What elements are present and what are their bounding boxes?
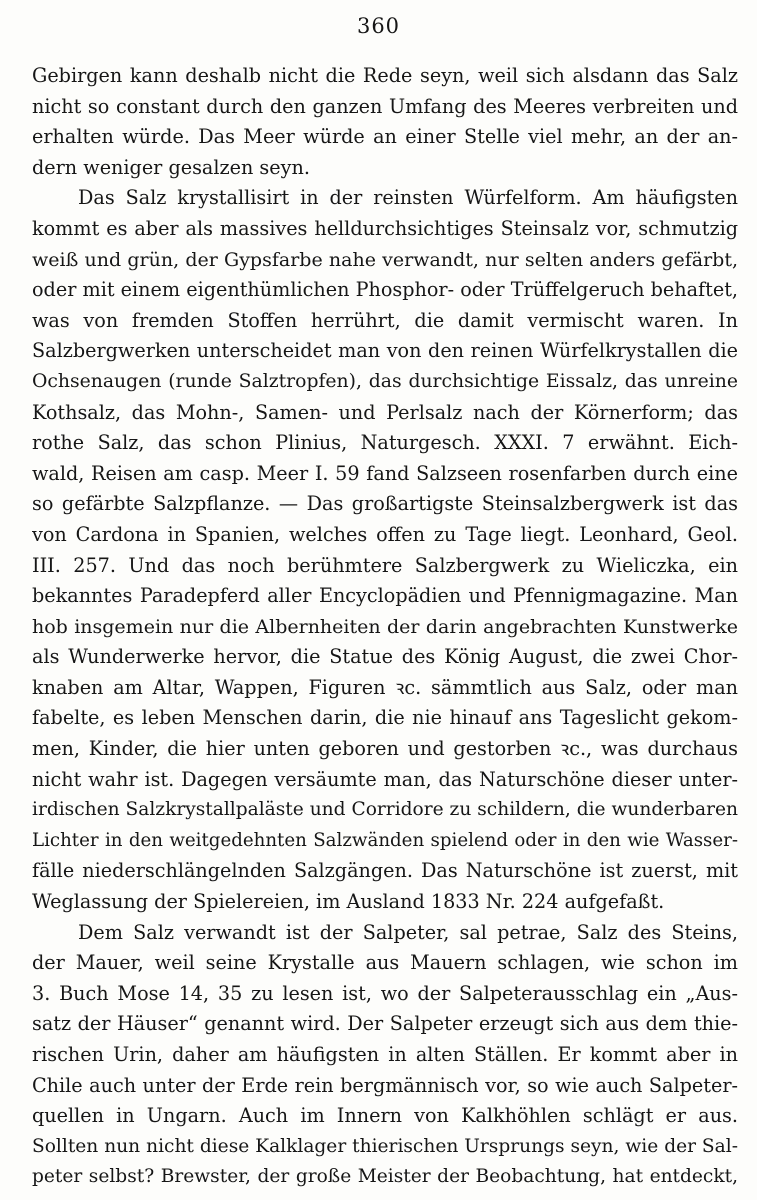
text-line: quellen in Ungarn. Auch im Innern von Kalkhöhlen schlägt er aus.: [32, 1104, 738, 1128]
text-line: kommt es aber als massives helldurchsichtiges Steinsalz vor, schmutzig: [32, 216, 738, 240]
text-line: hob insgemein nur die Albernheiten der darin angebrachten Kunstwerke: [32, 615, 738, 638]
text-line: rothe Salz, das schon Plinius, Naturgesch. XXXI. 7 erwähnt. Eich-: [32, 431, 738, 455]
text-line: als Wunderwerke hervor, die Statue des König August, die zwei Chor-: [32, 645, 738, 669]
text-line: dern weniger gesalzen seyn.: [32, 155, 310, 179]
text-line: wald, Reisen am casp. Meer I. 59 fand Salzseen rosenfarben durch eine: [32, 461, 738, 485]
text-line: Dem Salz verwandt ist der Salpeter, sal petrae, Salz des Steins,: [78, 920, 738, 944]
text-line: men, Kinder, die hier unten geboren und gestorben ꝛc., was durchaus: [32, 737, 738, 761]
text-line: rischen Urin, daher am häufigsten in alten Ställen. Er kommt aber in: [32, 1043, 738, 1066]
text-line: nicht wahr ist. Dagegen versäumte man, das Naturschöne dieser unter-: [32, 767, 738, 791]
text-line: Lichter in den weitgedehnten Salzwänden spielend oder in den wie Wasser-: [32, 829, 738, 851]
text-line: Sollten nun nicht diese Kalklager thierischen Ursprungs seyn, wie der Sal-: [32, 1135, 738, 1157]
text-line: irdischen Salzkrystallpaläste und Corridore zu schildern, die wunderbaren: [32, 799, 738, 821]
text-line: der Mauer, weil seine Krystalle aus Mauern schlagen, wie schon im: [32, 951, 738, 975]
text-line: 3. Buch Mose 14, 35 zu lesen ist, wo der Salpeterausschlag ein „Aus-: [32, 981, 738, 1005]
text-line: peter selbst? Brewster, der große Meister der Beobachtung, hat entdeckt,: [32, 1166, 738, 1188]
page-number: 360: [356, 14, 401, 38]
text-line: so gefärbte Salzpflanze. — Das großartigste Steinsalzbergwerk ist das: [32, 492, 738, 516]
text-line: Weglassung der Spielereien, im Ausland 1833 Nr. 224 aufgefaßt.: [32, 890, 665, 914]
text-line: Kothsalz, das Mohn-, Samen- und Perlsalz nach der Körnerform; das: [32, 400, 738, 424]
text-line: bekanntes Paradepferd aller Encyclopädien und Pfennigmagazine. Man: [32, 584, 738, 608]
text-line: Gebirgen kann deshalb nicht die Rede seyn, weil sich alsdann das Salz: [32, 64, 738, 87]
text-line: erhalten würde. Das Meer würde an einer Stelle viel mehr, an der an-: [32, 125, 738, 149]
text-line: III. 257. Und das noch berühmtere Salzbergwerk zu Wieliczka, ein: [32, 553, 738, 577]
text-line: fälle niederschlängelnden Salzgängen. Das Naturschöne ist zuerst, mit: [32, 859, 738, 883]
body-text: [32, 61, 738, 1193]
text-line: Salzbergwerken unterscheidet man von den reinen Würfelkrystallen die: [32, 339, 738, 363]
text-line: knaben am Altar, Wappen, Figuren ꝛc. sämmtlich aus Salz, oder man: [32, 675, 738, 699]
text-line: weiß und grün, der Gypsfarbe nahe verwandt, nur selten anders gefärbt,: [32, 248, 738, 271]
text-line: fabelte, es leben Menschen darin, die nie hinauf ans Tageslicht gekom-: [32, 706, 738, 730]
text-line: was von fremden Stoffen herrührt, die damit vermischt waren. In: [32, 308, 738, 332]
text-line: Ochsenaugen (runde Salztropfen), das durchsichtige Eissalz, das unreine: [32, 370, 738, 392]
text-line: nicht so constant durch den ganzen Umfang des Meeres verbreiten und: [32, 94, 738, 118]
text-line: Chile auch unter der Erde rein bergmännisch vor, so wie auch Salpeter-: [32, 1073, 738, 1097]
text-line: Das Salz krystallisirt in der reinsten Würfelform. Am häufigsten: [78, 186, 738, 210]
text-line: satz der Häuser“ genannt wird. Der Salpeter erzeugt sich aus dem thie-: [32, 1012, 738, 1036]
text-line: von Cardona in Spanien, welches offen zu Tage liegt. Leonhard, Geol.: [32, 522, 738, 546]
text-line: oder mit einem eigenthümlichen Phosphor- oder Trüffelgeruch behaftet,: [32, 278, 738, 302]
